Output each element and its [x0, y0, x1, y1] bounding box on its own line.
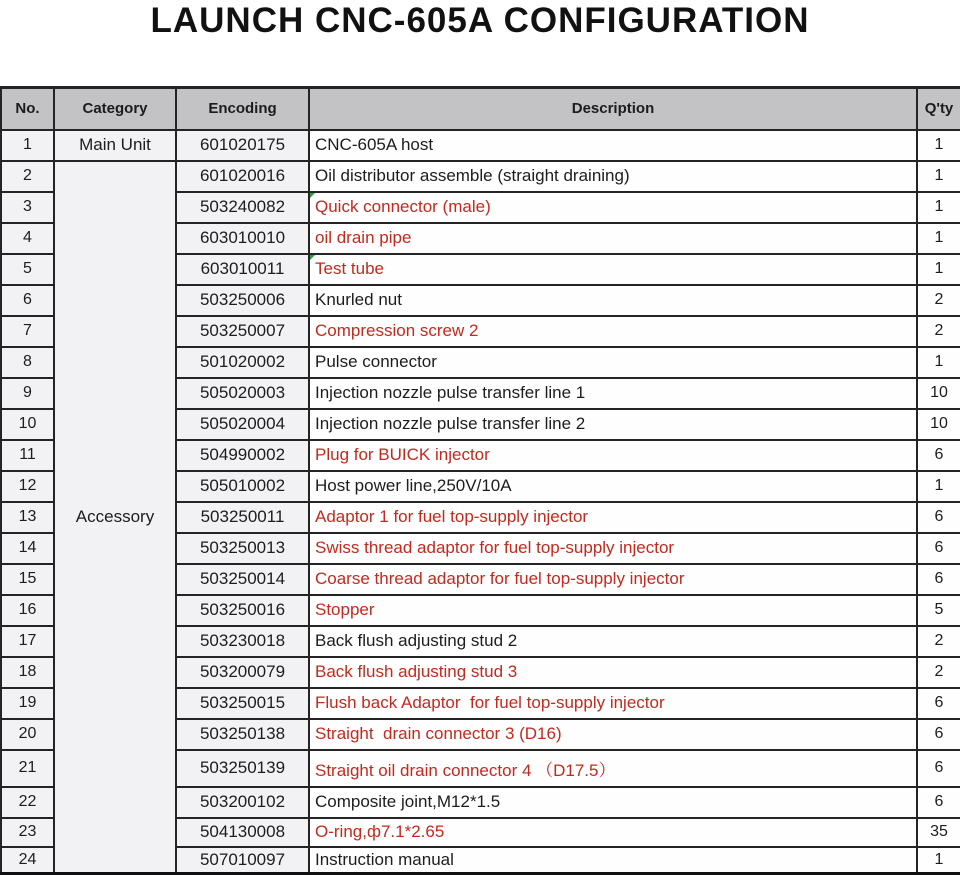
row-number-cell: 18: [1, 657, 54, 688]
qty-cell: 2: [917, 626, 960, 657]
description-text: Swiss thread adaptor for fuel top-supply injector: [315, 538, 675, 557]
configuration-table: [0, 86, 960, 875]
description-text: Stopper: [315, 600, 375, 619]
encoding-cell: 603010010: [176, 223, 309, 254]
qty-cell: 10: [917, 378, 960, 409]
row-number-cell: 16: [1, 595, 54, 626]
qty-cell: 6: [917, 533, 960, 564]
description-text: Quick connector (male): [315, 197, 491, 216]
encoding-cell: 503200079: [176, 657, 309, 688]
row-number-cell: 23: [1, 818, 54, 847]
comment-marker-icon: [309, 254, 316, 261]
row-number-cell: 5: [1, 254, 54, 285]
description-text: O-ring,ф7.1*2.65: [315, 822, 445, 841]
description-cell: [309, 223, 917, 254]
description-cell: [309, 818, 917, 847]
qty-cell: 2: [917, 316, 960, 347]
description-cell: [309, 440, 917, 471]
description-cell: [309, 471, 917, 502]
description-text: Adaptor 1 for fuel top-supply injector: [315, 507, 589, 526]
row-number-cell: 8: [1, 347, 54, 378]
header-row: [1, 88, 960, 130]
qty-cell: 6: [917, 750, 960, 787]
page-title: LAUNCH CNC-605A CONFIGURATION: [150, 1, 810, 40]
encoding-cell: 503250007: [176, 316, 309, 347]
qty-cell: 1: [917, 471, 960, 502]
description-text: Composite joint,M12*1.5: [315, 792, 501, 811]
row-number-cell: 6: [1, 285, 54, 316]
description-cell: [309, 192, 917, 223]
category-cell: Main Unit: [54, 130, 176, 161]
description-cell: [309, 254, 917, 285]
encoding-cell: 503250011: [176, 502, 309, 533]
row-number-cell: 21: [1, 750, 54, 787]
row-number-cell: 22: [1, 787, 54, 818]
description-cell: [309, 130, 917, 161]
description-cell: [309, 502, 917, 533]
encoding-cell: 503230018: [176, 626, 309, 657]
description-text: Knurled nut: [315, 290, 402, 309]
row-number-cell: 12: [1, 471, 54, 502]
qty-cell: 2: [917, 657, 960, 688]
qty-cell: 1: [917, 192, 960, 223]
column-header-encoding: Encoding: [176, 88, 309, 130]
description-cell: [309, 564, 917, 595]
row-number-cell: 19: [1, 688, 54, 719]
qty-cell: 10: [917, 409, 960, 440]
description-cell: [309, 285, 917, 316]
description-cell: [309, 161, 917, 192]
row-number-cell: 20: [1, 719, 54, 750]
qty-cell: 6: [917, 719, 960, 750]
encoding-cell: 503240082: [176, 192, 309, 223]
qty-cell: 1: [917, 347, 960, 378]
encoding-cell: 603010011: [176, 254, 309, 285]
qty-cell: 6: [917, 564, 960, 595]
description-text: Injection nozzle pulse transfer line 2: [315, 414, 586, 433]
qty-cell: 2: [917, 285, 960, 316]
row-number-cell: 1: [1, 130, 54, 161]
description-cell: [309, 719, 917, 750]
row-number-cell: 2: [1, 161, 54, 192]
description-cell: [309, 378, 917, 409]
description-cell: [309, 595, 917, 626]
description-text: Back flush adjusting stud 3: [315, 662, 518, 681]
row-number-cell: 11: [1, 440, 54, 471]
encoding-cell: 501020002: [176, 347, 309, 378]
description-text: Instruction manual: [315, 849, 454, 869]
qty-cell: 6: [917, 787, 960, 818]
row-number-cell: 10: [1, 409, 54, 440]
row-number-cell: 17: [1, 626, 54, 657]
description-text: Coarse thread adaptor for fuel top-supply injector: [315, 569, 685, 588]
encoding-cell: 505010002: [176, 471, 309, 502]
description-text: oil drain pipe: [315, 228, 412, 247]
qty-cell: 1: [917, 847, 960, 875]
description-text: Oil distributor assemble (straight draining): [315, 166, 630, 185]
encoding-cell: 601020175: [176, 130, 309, 161]
row-number-cell: 4: [1, 223, 54, 254]
description-text: Straight oil drain connector 4 （D17.5）: [315, 760, 616, 780]
row-number-cell: 14: [1, 533, 54, 564]
encoding-cell: 505020004: [176, 409, 309, 440]
encoding-cell: 503250016: [176, 595, 309, 626]
description-cell: [309, 347, 917, 378]
row-number-cell: 3: [1, 192, 54, 223]
column-header-qty: Q'ty: [917, 88, 960, 130]
row-number-cell: 24: [1, 847, 54, 875]
encoding-cell: 507010097: [176, 847, 309, 875]
description-cell: [309, 750, 917, 787]
encoding-cell: 503250014: [176, 564, 309, 595]
encoding-cell: 503250138: [176, 719, 309, 750]
qty-cell: 1: [917, 254, 960, 285]
description-text: Host power line,250V/10A: [315, 476, 512, 495]
encoding-cell: 503250013: [176, 533, 309, 564]
description-cell: [309, 688, 917, 719]
description-text: Flush back Adaptor for fuel top-supply injector: [315, 693, 665, 712]
row-number-cell: 9: [1, 378, 54, 409]
qty-cell: 6: [917, 688, 960, 719]
description-cell: [309, 626, 917, 657]
encoding-cell: 505020003: [176, 378, 309, 409]
qty-cell: 6: [917, 440, 960, 471]
column-header-description: Description: [309, 88, 917, 130]
qty-cell: 35: [917, 818, 960, 847]
qty-cell: 1: [917, 161, 960, 192]
qty-cell: 1: [917, 223, 960, 254]
row-number-cell: 13: [1, 502, 54, 533]
description-text: CNC-605A host: [315, 135, 434, 154]
qty-cell: 5: [917, 595, 960, 626]
description-text: Pulse connector: [315, 352, 437, 371]
row-number-cell: 15: [1, 564, 54, 595]
description-cell: [309, 847, 917, 875]
description-cell: [309, 533, 917, 564]
description-cell: [309, 657, 917, 688]
encoding-cell: 503250139: [176, 750, 309, 787]
description-cell: [309, 316, 917, 347]
encoding-cell: 503200102: [176, 787, 309, 818]
description-text: Test tube: [315, 259, 384, 278]
table-row: [1, 161, 960, 192]
description-text: Plug for BUICK injector: [315, 445, 490, 464]
row-number-cell: 7: [1, 316, 54, 347]
encoding-cell: 504990002: [176, 440, 309, 471]
description-cell: [309, 409, 917, 440]
qty-cell: 1: [917, 130, 960, 161]
description-text: Straight drain connector 3 (D16): [315, 724, 562, 743]
encoding-cell: 601020016: [176, 161, 309, 192]
comment-marker-icon: [309, 192, 316, 199]
qty-cell: 6: [917, 502, 960, 533]
description-text: Injection nozzle pulse transfer line 1: [315, 383, 586, 402]
column-header-category: Category: [54, 88, 176, 130]
table-row: [1, 130, 960, 161]
category-cell: Accessory: [54, 161, 176, 875]
encoding-cell: 503250015: [176, 688, 309, 719]
description-text: Back flush adjusting stud 2: [315, 631, 518, 650]
description-cell: [309, 787, 917, 818]
column-header-no: No.: [1, 88, 54, 130]
encoding-cell: 504130008: [176, 818, 309, 847]
description-text: Compression screw 2: [315, 321, 479, 340]
encoding-cell: 503250006: [176, 285, 309, 316]
